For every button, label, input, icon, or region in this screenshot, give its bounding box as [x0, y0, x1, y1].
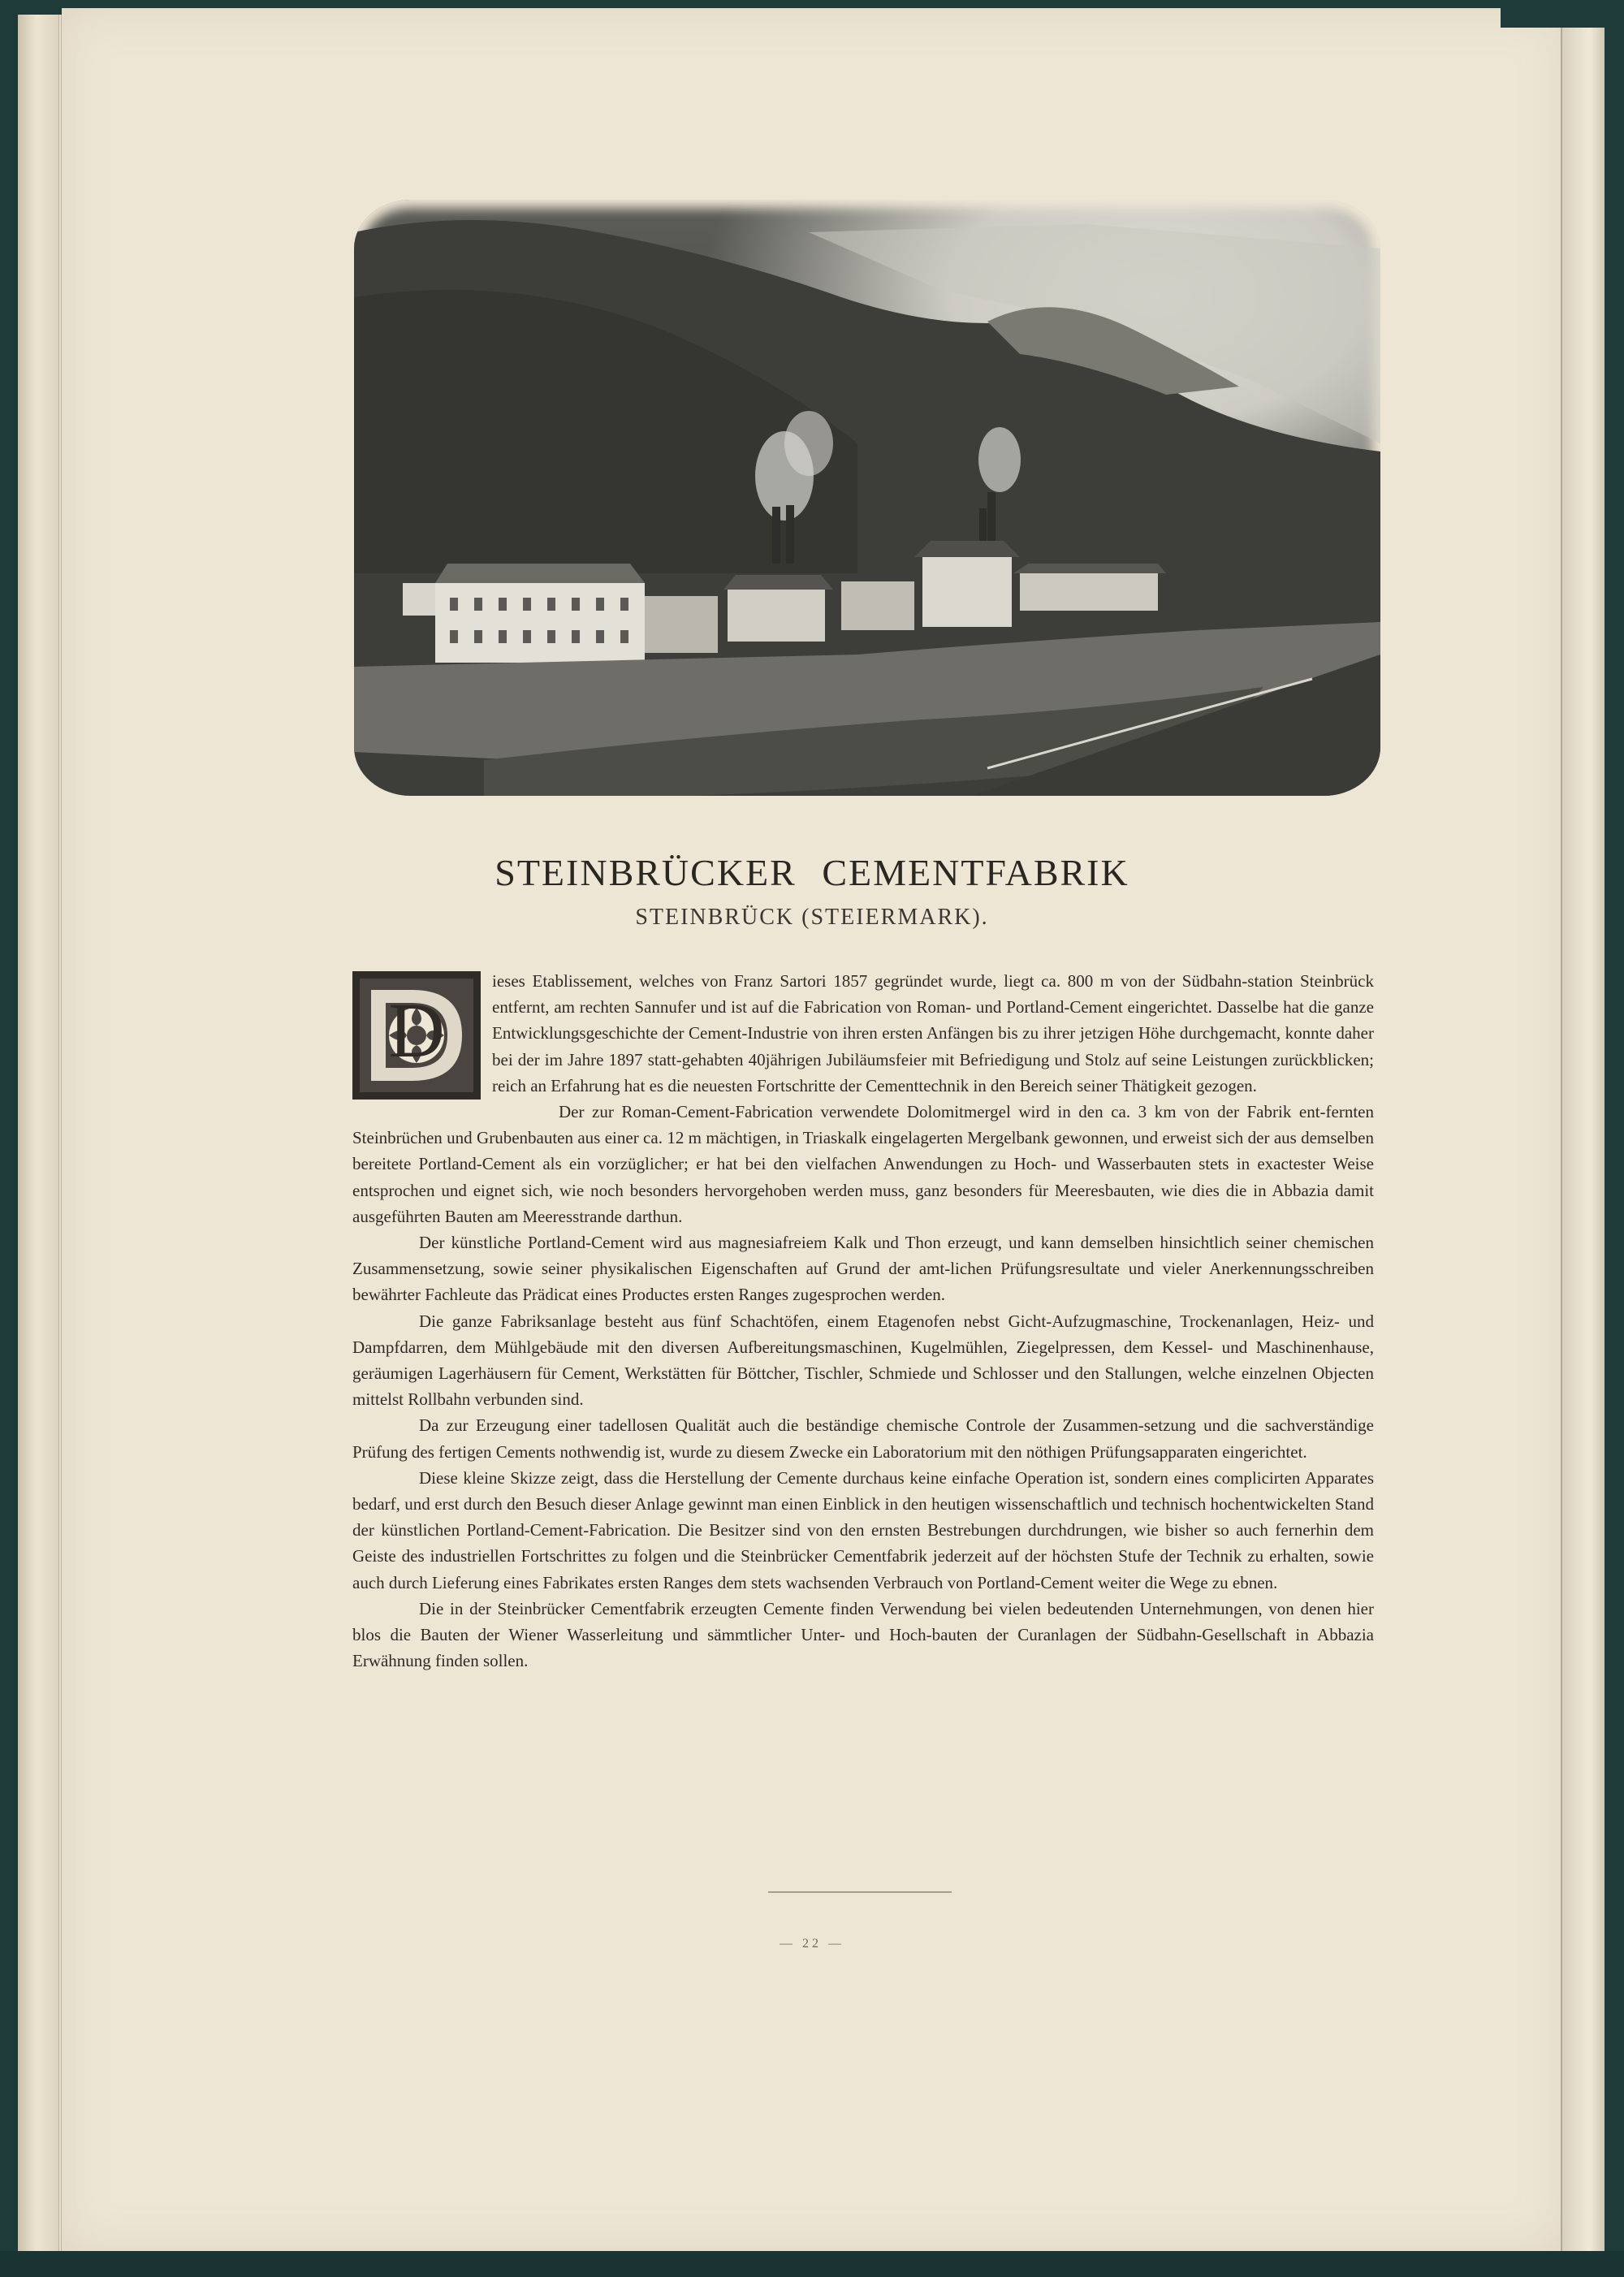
book-edge-left	[18, 15, 65, 2254]
paragraph-2: Der zur Roman-Cement-Fabrication verwendete Dolomitmergel wird in den ca. 3 km von der Fabrik ent-fernten Steinbrüchen und Grubenbauten aus einer ca. 12 m mächtigen, in Triaskalk eingelagerten Mergelbank gewonnen, und erweist sich der aus demselben bereitete Portland-Cement als ein vorzüglicher; er hat bei den vielfachen Anwendungen zu Hoch- und Wasserbauten stets in exactester Weise entsprochen und eignet sich, wie noch besonders hervorgehoben werden muss, ganz besonders für Meeresbauten, wie dies die in Abbazia damit ausgeführten Bauten am Meeresstrande darthun.	[352, 1102, 1374, 1226]
building-mill	[922, 557, 1012, 627]
building-main	[435, 583, 645, 663]
building-works	[728, 590, 825, 642]
page-subtitle: STEINBRÜCK (STEIERMARK).	[635, 905, 989, 930]
smoke-plume-3	[978, 427, 1021, 492]
paragraph-7: Die in der Steinbrücker Cementfabrik erzeugten Cemente finden Verwendung bei vielen bedeutenden Unternehmungen, von denen hier blos die Bauten der Wiener Wasserleitung und sämmtlicher Unter- und Hoch-bauten der Curanlagen der Südbahn-Gesellschaft in Abbazia Erwähnung finden sollen.	[352, 1598, 1374, 1671]
roof-mill	[914, 541, 1020, 557]
roof-works	[723, 575, 833, 590]
factory-photograph	[354, 200, 1380, 796]
scan-background-bottom	[0, 2251, 1624, 2277]
paragraph-6: Diese kleine Skizze zeigt, dass die Herstellung der Cemente durchaus keine einfache Operation ist, sondern eines complicirten Apparates bedarf, und erst durch den Besuch dieser Anlage gewinnt man einen Einblick in den heutigen wissenschaftlich und technisch hochentwickelten Stand der künstlichen Portland-Cement-Fabrication. Die Besitzer sind von den ernsten Bestrebungen durchdrungen, wie bisher so auch fernerhin dem Geiste des industriellen Fortschrittes zu folgen und die Steinbrücker Cementfabrik jederzeit auf der höchsten Stufe der Technik zu erhalten, sowie auch durch Lieferung eines Fabrikates ersten Ranges dem stets wachsenden Verbrauch von Portland-Cement weiter die Wege zu ebnen.	[352, 1467, 1374, 1592]
ornamental-drop-cap	[352, 971, 481, 1100]
closing-rule	[768, 1891, 952, 1893]
paragraph-4: Die ganze Fabriksanlage besteht aus fünf Schachtöfen, einem Etagenofen nebst Gicht-Aufzugmaschine, Trockenanlagen, Heiz- und Dampfdarren, dem Mühlgebäude mit den diversen Aufbereitungsmaschinen, Kugelmühlen, Ziegelpressen, dem Kessel- und Maschinenhause, geräumigen Lagerhäusern für Cement, Werkstätten für Böttcher, Tischler, Schmiede und Schlosser und den Stallungen, welche einzelnen Objecten mittelst Rollbahn verbunden sind.	[352, 1311, 1374, 1410]
factory-photograph-drawing	[354, 200, 1380, 796]
paragraph-1	[352, 968, 1374, 1099]
chimney-3	[987, 492, 996, 547]
page-number: — 22 —	[780, 1937, 844, 1951]
roof-main	[435, 564, 645, 583]
drop-cap-ornament	[355, 974, 478, 1097]
paragraph-5: Da zur Erzeugung einer tadellosen Qualität auch die beständige chemische Controle der Zusammen-setzung und die sachverständige Prüfung des fertigen Cements nothwendig ist, wurde zu diesem Zwecke ein Laboratorium mit den nöthigen Prüfungsapparaten eingerichtet.	[352, 1415, 1374, 1462]
paragraph-3: Der künstliche Portland-Cement wird aus magnesiafreiem Kalk und Thon erzeugt, und kann demselben hinsichtlich seiner chemischen Zusammensetzung, sowie seiner physikalischen Eigenschaften auf Grund der amt-lichen Prüfungsresultate und vieler Anerkennungsschreiben bewährter Fachleute das Prädicat eines Productes ersten Ranges zugesprochen werden.	[352, 1233, 1374, 1305]
roof-warehouses	[1013, 564, 1166, 573]
building-warehouses	[1020, 573, 1158, 611]
article-body	[352, 968, 1374, 1674]
building-shed	[645, 596, 718, 653]
page-title: STEINBRÜCKER CEMENTFABRIK	[495, 852, 1129, 893]
page-fold-right	[1561, 23, 1608, 2253]
paragraph-1-text: ieses Etablissement, welches von Franz Sartori 1857 gegründet wurde, liegt ca. 800 m von der Südbahn-station Steinbrück entfernt, am rechten Sannufer und ist auf die Fabrication von Roman- und Portland-Cement eingerichtet. Dasselbe hat die ganze Entwicklungsgeschichte der Cement-Industrie von ihren ersten Anfängen bis zu ihrer jetzigen Höhe durchgemacht, konnte daher bei der im Jahre 1897 statt-gehabten 40jährigen Jubiläumsfeier mit Befriedigung und Stolz auf seine Leistungen zurückblicken; reich an Erfahrung hat es die neuesten Fortschritte der Cementtechnik in den Bereich seiner Thätigkeit gezogen.	[492, 971, 1374, 1095]
scan-background-right	[1605, 0, 1624, 2277]
svg-text:D: D	[388, 987, 445, 1074]
chimney-1	[772, 507, 780, 564]
smoke-plume-2	[784, 411, 833, 476]
chimney-2	[786, 505, 794, 564]
building-kiln	[841, 581, 914, 630]
